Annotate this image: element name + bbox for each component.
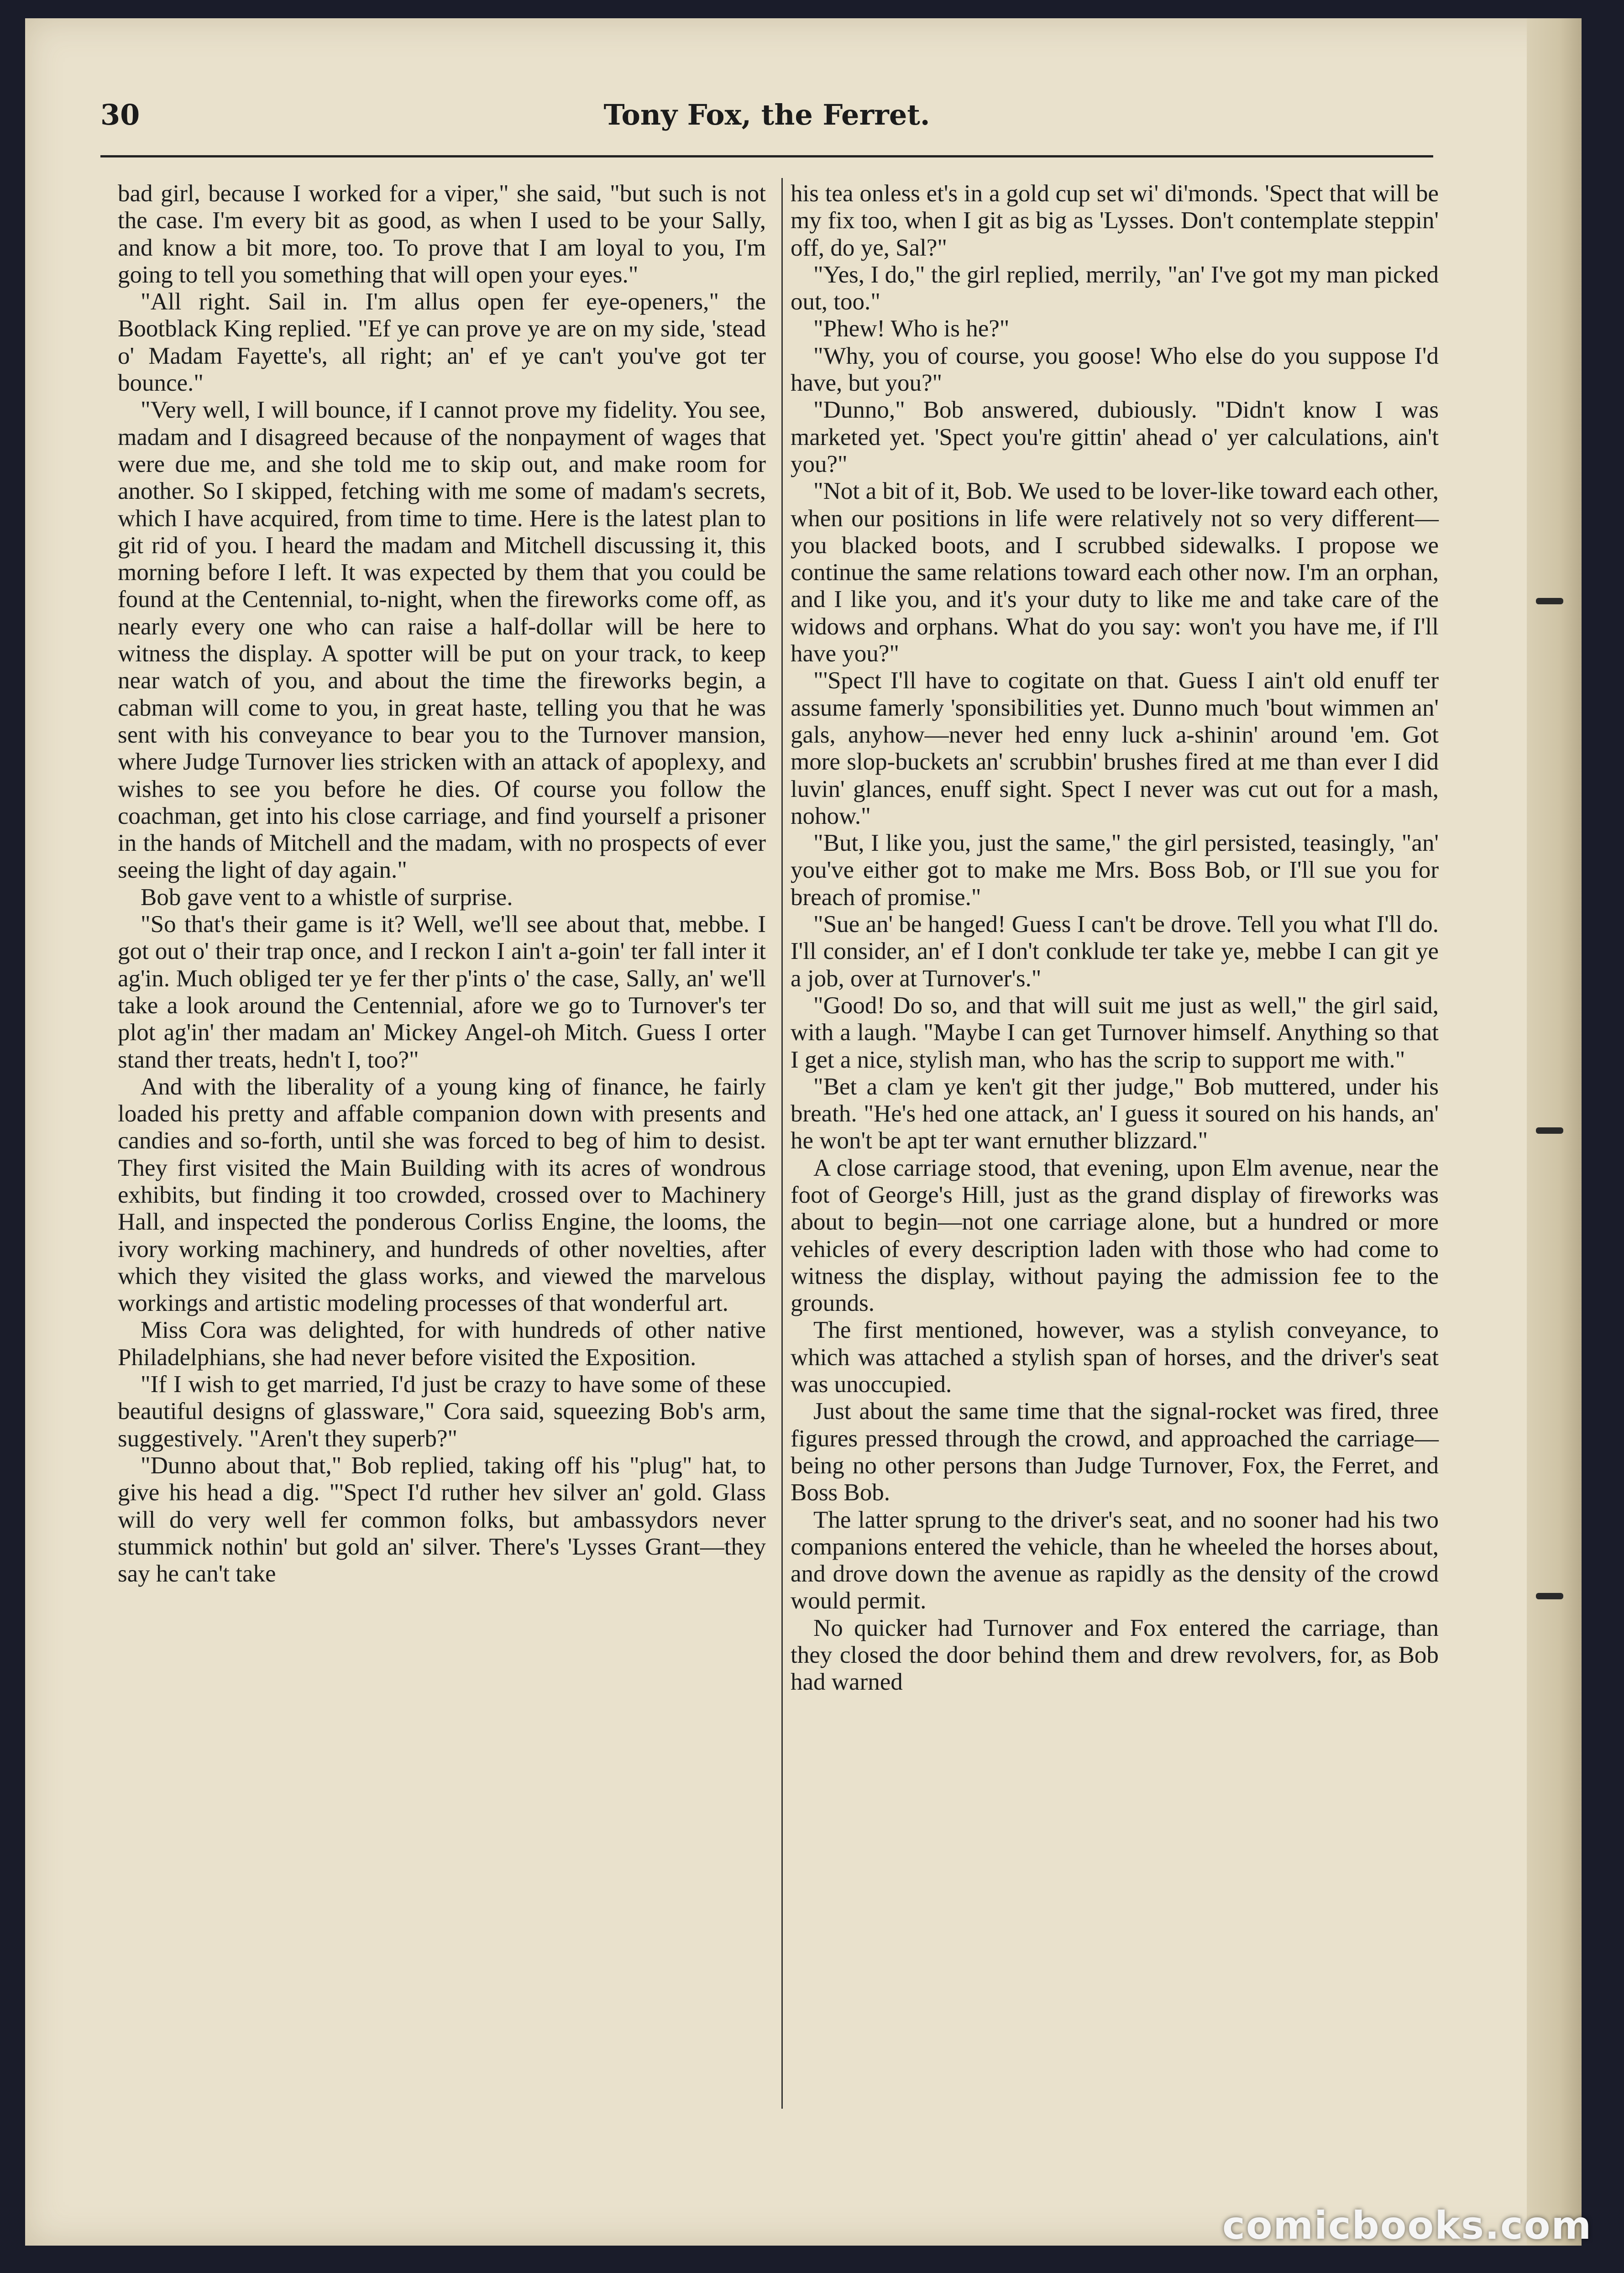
binding-staple	[1536, 598, 1563, 604]
paragraph: "Phew! Who is he?"	[813, 315, 1010, 342]
paragraph: "Dunno," Bob answered, dubiously. "Didn't know I was marketed yet. 'Spect you're gittin' ahead o' yer calculations, ain't you?"	[791, 397, 1439, 477]
paragraph: Miss Cora was delighted, for with hundreds of other native Philadelphians, she had never before visited the Exposition.	[118, 1317, 766, 1371]
paragraph: "Yes, I do," the girl replied, merrily, "an' I've got my man picked out, too."	[791, 261, 1439, 315]
paragraph: "But, I like you, just the same," the girl persisted, teasingly, "an' you've either got to make me Mrs. Boss Bob, or I'll sue you for breach of promise."	[791, 830, 1439, 911]
paragraph: "Sue an' be hanged! Guess I can't be drove. Tell you what I'll do. I'll consider, an' ef I don't conklude ter take ye, mebbe I can git ye a job, over at Turnover's."	[791, 911, 1439, 992]
paragraph: bad girl, because I worked for a viper," she said, "but such is not the case. I'm every bit as good, as when I used to be your Sally, and know a bit more, too. To prove that I am loyal to you, I'm going to tell you something that will open your eyes."	[118, 180, 766, 288]
paragraph: "Bet a clam ye ken't git ther judge," Bob muttered, under his breath. "He's hed one attack, an' I guess it soured on his hands, an' he won't be apt ter want ernuther blizzard."	[791, 1073, 1439, 1154]
paragraph: The first mentioned, however, was a stylish conveyance, to which was attached a stylish span of horses, and the driver's seat was unoccupied.	[791, 1317, 1439, 1398]
column-divider	[781, 178, 783, 2109]
paragraph: A close carriage stood, that evening, upon Elm avenue, near the foot of George's Hill, just as the grand display of fireworks was about to begin—not one carriage alone, but a hundred or more vehicles of every description laden with those who had come to witness the display, without paying the admission fee to the grounds.	[791, 1154, 1439, 1317]
paragraph: "So that's their game is it? Well, we'll see about that, mebbe. I got out o' their trap once, and I reckon I ain't a-goin' ter fall inter it ag'in. Much obliged ter ye fer ther p'ints o' the case, Sally, an' we'll take a look around the Centennial, afore we go to Turnover's ter plot ag'in' ther madam an' Mickey Angel-oh Mitch. Guess I orter stand ther treats, hedn't I, too?"	[118, 911, 766, 1073]
page-number: 30	[100, 98, 140, 131]
paragraph: "Why, you of course, you goose! Who else do you suppose I'd have, but you?"	[791, 342, 1439, 397]
left-column	[118, 180, 766, 1587]
paragraph: "'Spect I'll have to cogitate on that. Guess I ain't old enuff ter assume famerly 'sponsibilities yet. Dunno much 'bout wimmen an' gals, anyhow—never hed enny luck a-shinin' around 'em. Got more slop-buckets an' scrubbin' brushes fired at me than ever I did luvin' glances, enuff sight. Spect I never was cut out for a mash, nohow."	[791, 667, 1439, 829]
paragraph: Bob gave vent to a whistle of surprise.	[141, 884, 513, 911]
running-title: Tony Fox, the Ferret.	[603, 98, 930, 131]
paragraph: "Good! Do so, and that will suit me just as well," the girl said, with a laugh. "Maybe I can get Turnover himself. Anything so that I get a nice, stylish man, who has the scrip to support me with."	[791, 992, 1439, 1073]
paragraph: "Dunno about that," Bob replied, taking off his "plug" hat, to give his head a dig. "'Spect I'd ruther hev silver an' gold. Glass will do very well fer common folks, but ambassydors never stummick nothin' but gold an' silver. There's 'Lysses Grant—they say he can't take	[118, 1452, 766, 1587]
paragraph: his tea onless et's in a gold cup set wi' di'monds. 'Spect that will be my fix too, when I git as big as 'Lysses. Don't contemplate steppin' off, do ye, Sal?"	[791, 180, 1439, 261]
page-header	[100, 98, 1433, 148]
header-rule	[100, 155, 1433, 157]
binding-staple	[1536, 1593, 1563, 1599]
paragraph: Just about the same time that the signal-rocket was fired, three figures pressed through the crowd, and approached the carriage—being no other persons than Judge Turnover, Fox, the Ferret, and Boss Bob.	[791, 1398, 1439, 1506]
paragraph: No quicker had Turnover and Fox entered the carriage, than they closed the door behind them and drew revolvers, for, as Bob had warned	[791, 1614, 1439, 1696]
paragraph: "Not a bit of it, Bob. We used to be lover-like toward each other, when our positions in life were relatively not so very different—you blacked boots, and I scrubbed sidewalks. I propose we continue the same relations toward each other now. I'm an orphan, and I like you, and it's your duty to like me and take care of the widows and orphans. What do you say: won't you have me, if I'll have you?"	[791, 478, 1439, 667]
paragraph: "If I wish to get married, I'd just be crazy to have some of these beautiful designs of glassware," Cora said, squeezing Bob's arm, suggestively. "Aren't they superb?"	[118, 1371, 766, 1452]
watermark-logo: comicbooks.com	[1222, 2203, 1592, 2248]
right-column	[791, 180, 1439, 1696]
binding-staple	[1536, 1127, 1563, 1134]
paragraph: The latter sprung to the driver's seat, and no sooner had his two companions entered the vehicle, than he wheeled the horses about, and drove down the avenue as rapidly as the density of the crowd would permit.	[791, 1506, 1439, 1614]
paragraph: "Very well, I will bounce, if I cannot prove my fidelity. You see, madam and I disagreed because of the nonpayment of wages that were due me, and she told me to skip out, and make room for another. So I skipped, fetching with me some of madam's secrets, which I have acquired, from time to time. Here is the latest plan to git rid of you. I heard the madam and Mitchell discussing it, this morning before I left. It was expected by them that you could be found at the Centennial, to-night, when the fireworks come off, as nearly every one who can raise a half-dollar will be here to witness the display. A spotter will be put on your track, to keep near watch of you, and about the time the fireworks begin, a cabman will come to you, in great haste, telling you that he was sent with his conveyance to bear you to the Turnover mansion, where Judge Turnover lies stricken with an attack of apoplexy, and wishes to see you before he dies. Of course you follow the coachman, get into his close carriage, and find yourself a prisoner in the hands of Mitchell and the madam, with no prospects of ever seeing the light of day again."	[118, 397, 766, 884]
paragraph: And with the liberality of a young king of finance, he fairly loaded his pretty and affable companion down with presents and candies and so-forth, until she was forced to beg of him to desist. They first visited the Main Building with its acres of wondrous exhibits, but finding it too crowded, crossed over to Machinery Hall, and inspected the ponderous Corliss Engine, the looms, the ivory working machinery, and hundreds of other novelties, after which they visited the glass works, and viewed the marvelous workings and artistic modeling processes of that wonderful art.	[118, 1073, 766, 1317]
paragraph: "All right. Sail in. I'm allus open fer eye-openers," the Bootblack King replied. "Ef ye can prove ye are on my side, 'stead o' Madam Fayette's, all right; an' ef ye can't you've got ter bounce."	[118, 288, 766, 397]
page-spine	[1527, 18, 1582, 2246]
